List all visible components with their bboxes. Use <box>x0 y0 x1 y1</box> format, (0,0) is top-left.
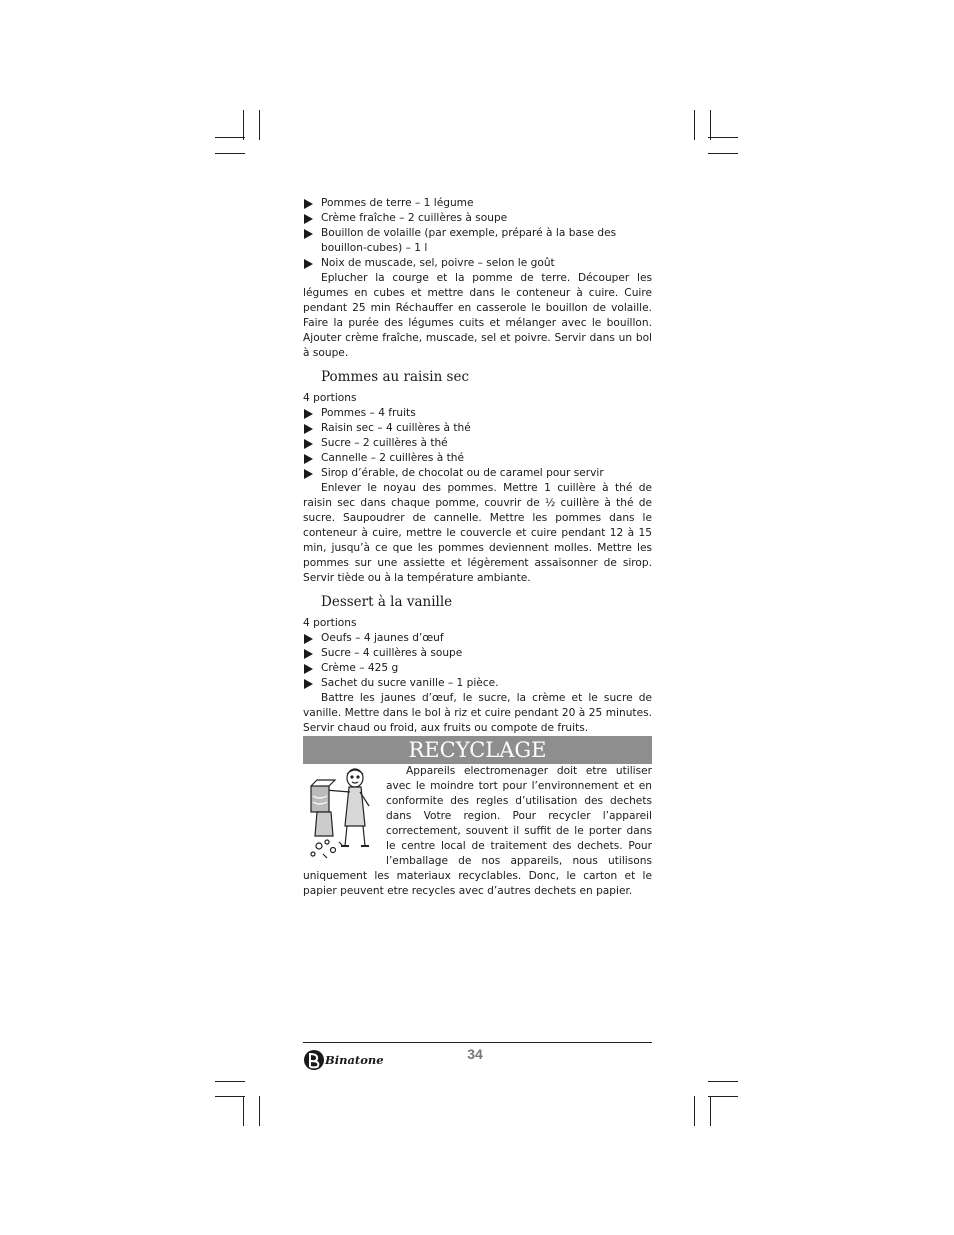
list-item: Sirop d’érable, de chocolat ou de caramel pour servir <box>303 466 652 481</box>
ingredient-list <box>303 406 652 481</box>
list-item: Crème – 425 g <box>303 661 652 676</box>
bullet-arrow-icon <box>304 409 313 419</box>
recycling-paragraph: Appareils electromenager doit etre utiliser avec le moindre tort pour l’environnement et en conformite des regles d’utilisation des dechets dans Votre region. Pour recycler l’appareil correctement, souvent il suffit de le porter dans le centre local de traitement des dechets. Pour l’emballage de nos appareils, nous utilisons uniquement les materiaux recyclables. Donc, le carton et le papier peuvent etre recycles avec d’autres dechets en papier. <box>303 765 652 897</box>
crop-mark <box>708 1096 738 1097</box>
list-item: Sucre – 2 cuillères à thé <box>303 436 652 451</box>
ingredient-list <box>303 196 652 271</box>
recycling-section <box>303 764 652 899</box>
crop-mark <box>708 1081 738 1082</box>
list-item: Oeufs – 4 jaunes d’œuf <box>303 631 652 646</box>
bullet-arrow-icon <box>304 259 313 269</box>
crop-mark <box>710 1096 711 1126</box>
page-content <box>303 196 652 899</box>
portions-text: 4 portions <box>303 392 357 404</box>
bullet-arrow-icon <box>304 424 313 434</box>
crop-mark <box>243 110 244 140</box>
crop-mark <box>708 137 738 138</box>
list-item: Sucre – 4 cuillères à soupe <box>303 646 652 661</box>
list-item: Noix de muscade, sel, poivre – selon le goût <box>303 256 652 271</box>
crop-mark <box>708 153 738 154</box>
footer-divider <box>303 1042 652 1043</box>
recipe-title: Dessert à la vanille <box>321 594 453 610</box>
crop-mark <box>215 153 245 154</box>
crop-mark <box>215 1096 245 1097</box>
brand-name: Binatone <box>325 1053 384 1067</box>
crop-mark <box>694 110 695 140</box>
bullet-arrow-icon <box>304 469 313 479</box>
crop-mark <box>215 137 245 138</box>
portions-text: 4 portions <box>303 617 357 629</box>
bullet-arrow-icon <box>304 664 313 674</box>
bullet-arrow-icon <box>304 199 313 209</box>
bullet-arrow-icon <box>304 634 313 644</box>
crop-mark <box>710 110 711 140</box>
crop-mark <box>694 1096 695 1126</box>
binatone-logo-icon <box>303 1048 325 1072</box>
list-item: Pommes – 4 fruits <box>303 406 652 421</box>
instructions-paragraph: Enlever le noyau des pommes. Mettre 1 cuillère à thé de raisin sec dans chaque pomme, couvrir de ½ cuillère à thé de sucre. Saupoudrer de cannelle. Mettre les pommes dans le conteneur à cuire, mettre le couvercle et cuire pendant 12 à 15 min, jusqu’à ce que les pommes deviennent molles. Mettre les pommes sur une assiette et légèrement assaisonner de sirop. Servir tiède ou à la température ambiante. <box>303 482 652 584</box>
list-item: Bouillon de volaille (par exemple, préparé à la base des bouillon-cubes) – 1 l <box>303 226 652 256</box>
list-item: Pommes de terre – 1 légume <box>303 196 652 211</box>
crop-mark <box>215 1081 245 1082</box>
bullet-arrow-icon <box>304 649 313 659</box>
crop-mark <box>243 1096 244 1126</box>
page-number: 34 <box>467 1046 483 1062</box>
bullet-arrow-icon <box>304 679 313 689</box>
list-item: Crème fraîche – 2 cuillères à soupe <box>303 211 652 226</box>
bullet-arrow-icon <box>304 439 313 449</box>
list-item: Cannelle – 2 cuillères à thé <box>303 451 652 466</box>
crop-mark <box>259 1096 260 1126</box>
instructions-paragraph: Battre les jaunes d’œuf, le sucre, la crème et le sucre de vanille. Mettre dans le bol à riz et cuire pendant 20 à 25 minutes. Servir chaud ou froid, aux fruits ou compote de fruits. <box>303 692 652 734</box>
bullet-arrow-icon <box>304 214 313 224</box>
section-banner: RECYCLAGE <box>303 736 652 764</box>
bullet-arrow-icon <box>304 454 313 464</box>
instructions-paragraph: Eplucher la courge et la pomme de terre. Découper les légumes en cubes et mettre dans le conteneur à cuire. Cuire pendant 25 min Réchauffer en casserole le bouillon de volaille. Faire la purée des légumes cuits et mélanger avec le bouillon. Ajouter crème fraîche, muscade, sel et poivre. Servir dans un bol à soupe. <box>303 272 652 359</box>
list-item: Sachet du sucre vanille – 1 pièce. <box>303 676 652 691</box>
crop-mark <box>259 110 260 140</box>
recipe-title: Pommes au raisin sec <box>321 369 470 385</box>
bullet-arrow-icon <box>304 229 313 239</box>
brand-logo <box>303 1048 395 1074</box>
ingredient-list <box>303 631 652 691</box>
list-item: Raisin sec – 4 cuillères à thé <box>303 421 652 436</box>
recycling-illustration <box>303 766 383 862</box>
